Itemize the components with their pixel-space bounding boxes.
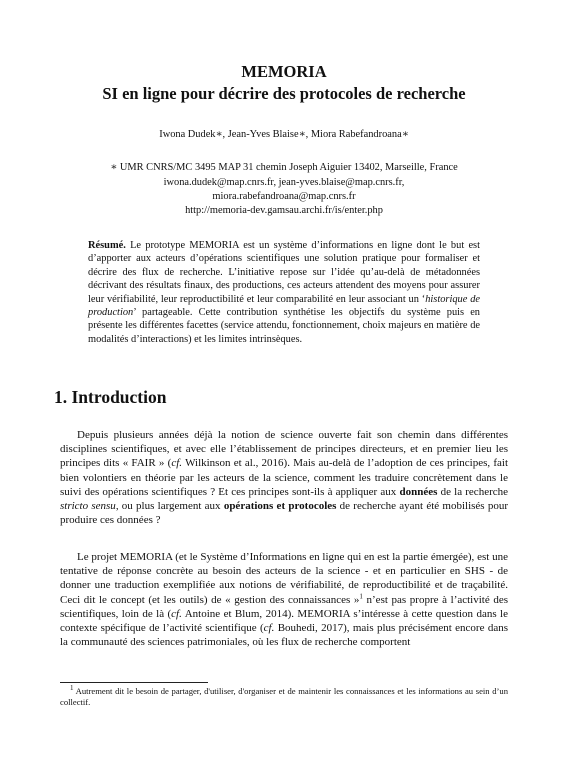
body-paragraph [60, 550, 508, 649]
text-bold: opérations et protocoles [223, 500, 337, 513]
footnote-ref[interactable]: 1 [359, 591, 363, 600]
footnote-number: 1 [70, 684, 74, 693]
text: Depuis plusieurs années déjà la notion de science ouverte fait son chemin dans différentes disciplines scientifiques, et avec elle l’établissement de principes directeurs, et en premier lieu les principes dits « FAIR » ( [60, 429, 508, 470]
text-bold: données [399, 485, 438, 498]
emails-line: miora.rabefandroana@map.cnrs.fr [212, 191, 356, 202]
footnote-text: Autrement dit le besoin de partager, d'utiliser, d'organiser et de maintenir les connaissances et les informations au sein d’un collectif. [60, 686, 508, 708]
text: de la recherche [437, 485, 508, 498]
text: Antoine et Blum, 2014). MEMORIA s’intéresse à cette question dans le contexte spécifique de l’activité scientifique ( [60, 607, 508, 635]
footnote [60, 686, 508, 709]
footnote-separator [60, 682, 208, 683]
text: Bouhedi, 2017), mais plus précisément encore dans la communauté des sciences patrimoniales, où les flux de recherche comportent [60, 622, 508, 649]
paper-title: MEMORIA [241, 62, 327, 81]
abstract-label: Résumé. [88, 240, 126, 251]
abstract-text: ’ partageable. Cette contribution synthétise les objectifs du système puis en présente les différentes facettes (service attendu, fonctionnement, choix majeurs en matière de modalités d’interactions) et les limites intrinsèques. [88, 307, 480, 345]
paper-subtitle: SI en ligne pour décrire des protocoles de recherche [102, 84, 466, 103]
abstract-text: Le prototype MEMORIA est un système d’informations en ligne dont le but est d’apporter aux acteurs d’opérations scientifiques une solution pratique pour formaliser et décrire des flux de recherche. L’initiative repose sur l’idée qu’au-delà de métadonnées décrivant des résultats finaux, des productions, ces acteurs attendent des moyens pour assurer leur vérifiabilité, leur reproductibilité et leur comparabilité en leur associant un ‘ [88, 240, 480, 305]
text-italic: cf. [171, 607, 182, 620]
text: Wilkinson et al., 2016). Mais au-delà de l’adoption de ces principes, fait bien volontiers en théorie par les acteurs de la science, comment les traduire concrètement dans le suivi des opérations scientifiques ? Et ces principes sont-ils à appliquer aux [60, 457, 508, 498]
text: Le projet MEMORIA (et le Système d’Informations en ligne qui en est la partie émergée), est une tentative de réponse concrète au besoin des acteurs de la science - et en particulier en SHS - de donner une traduction exemplifiée aux notions de vérifiabilité, de reproductibilité et de traçabilité. Ceci dit le concept (et les outils) de « gestion des connaissances » [60, 551, 508, 606]
abstract-emphasis: historique de production [88, 293, 480, 319]
affiliation: ∗ UMR CNRS/MC 3495 MAP 31 chemin Joseph Aiguier 13402, Marseille, France [110, 162, 458, 173]
body-paragraph [60, 428, 508, 527]
text: n’est pas propre à l’activité des scientifiques, loin de là ( [60, 593, 509, 620]
text: , ou plus largement aux [115, 500, 224, 513]
text-italic: stricto sensu [60, 500, 116, 513]
text-italic: cf. [263, 622, 275, 635]
text: de recherche ayant été mobilisés pour produire ces données ? [60, 500, 509, 527]
project-url[interactable]: http://memoria-dev.gamsau.archi.fr/is/enter.php [185, 205, 383, 216]
emails-line: iwona.dudek@map.cnrs.fr, jean-yves.blaise@map.cnrs.fr, [163, 177, 405, 188]
authors: Iwona Dudek∗, Jean-Yves Blaise∗, Miora Rabefandroana∗ [159, 129, 409, 140]
section-heading: 1. Introduction [54, 387, 167, 407]
abstract [88, 239, 480, 346]
text-italic: cf. [171, 457, 183, 470]
